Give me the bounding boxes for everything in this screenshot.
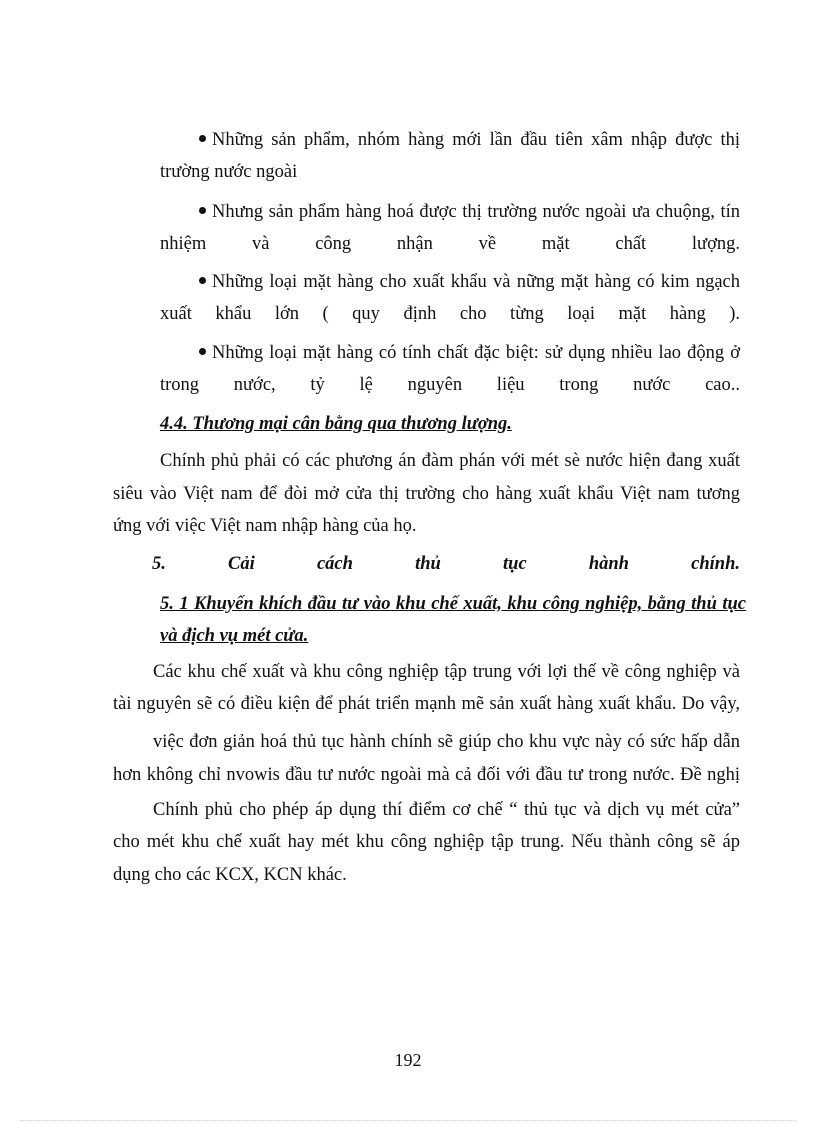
bullet-item-3-line-1: Những loại mặt hàng cho xuất khẩu và nững mặt hàng có kim ngạch: [199, 270, 740, 294]
bullet-icon: [199, 277, 206, 284]
section-4-4-para-line-2: siêu vào Việt nam để đòi mở cửa thị trường cho hàng xuất khẩu Việt nam tương: [113, 484, 740, 504]
section-4-4-heading: 4.4. Thương mại cân bằng qua thương lượng.: [160, 414, 512, 434]
section-5-para-line-2: tài nguyên sẽ có điều kiện để phát triển mạnh mẽ sản xuất hàng xuất khẩu. Do vậy,: [113, 694, 740, 714]
bullet-icon: [199, 207, 206, 214]
bullet-item-4-line-1: Những loại mặt hàng có tính chất đặc biệt: sử dụng nhiều lao động ở: [199, 341, 740, 365]
page-number: 192: [394, 1050, 422, 1070]
section-5-para-line-1: Các khu chế xuất và khu công nghiệp tập trung với lợi thế về công nghiệp và: [153, 662, 740, 682]
section-5-para-line-4: hơn không chỉ nvowis đầu tư nước ngoài mà cả đối với đầu tư trong nước. Đề nghị: [113, 765, 740, 785]
page-bottom-divider: [20, 1120, 796, 1121]
bullet-icon: [199, 135, 206, 142]
bullet-item-1-line-2: trường nước ngoài: [160, 162, 298, 182]
bullet-item-1-line-1: Những sản phẩm, nhóm hàng mới lần đầu tiên xâm nhập được thị: [199, 128, 740, 152]
section-4-4-para-line-3: ứng với việc Việt nam nhập hàng của họ.: [113, 516, 417, 536]
bullet-item-2-line-2: nhiệm và công nhận về mặt chất lượng.: [160, 234, 740, 254]
section-5-para-line-7: dụng cho các KCX, KCN khác.: [113, 865, 347, 885]
section-5-1-heading-line-1: 5. 1 Khuyến khích đầu tư vào khu chế xuất, khu công nghiệp, bằng thủ tục: [160, 594, 746, 614]
bullet-item-4-line-2: trong nước, tỷ lệ nguyên liệu trong nước cao..: [160, 375, 740, 395]
section-5-para-line-5: Chính phủ cho phép áp dụng thí điểm cơ chế “ thủ tục và dịch vụ mét cửa”: [153, 800, 740, 820]
section-5-1-heading-line-2: và địch vụ mét cửa.: [160, 626, 309, 646]
section-5-para-line-3: việc đơn giản hoá thủ tục hành chính sẽ giúp cho khu vực này có sức hấp dẫn: [153, 732, 740, 752]
bullet-item-3-line-2: xuất khẩu lớn ( quy định cho từng loại mặt hàng ).: [160, 304, 740, 324]
bullet-item-2-line-1: Nhưng sản phẩm hàng hoá được thị trường nước ngoài ưa chuộng, tín: [199, 200, 740, 224]
section-4-4-para-line-1: Chính phủ phải có các phương án đàm phán với mét sè nước hiện đang xuất: [160, 451, 740, 471]
section-5-para-line-6: cho mét khu chế xuất hay mét khu công nghiệp tập trung. Nếu thành công sẽ áp: [113, 832, 740, 852]
section-5-heading: 5. Cải cách thủ tục hành chính.: [152, 554, 740, 574]
bullet-icon: [199, 348, 206, 355]
